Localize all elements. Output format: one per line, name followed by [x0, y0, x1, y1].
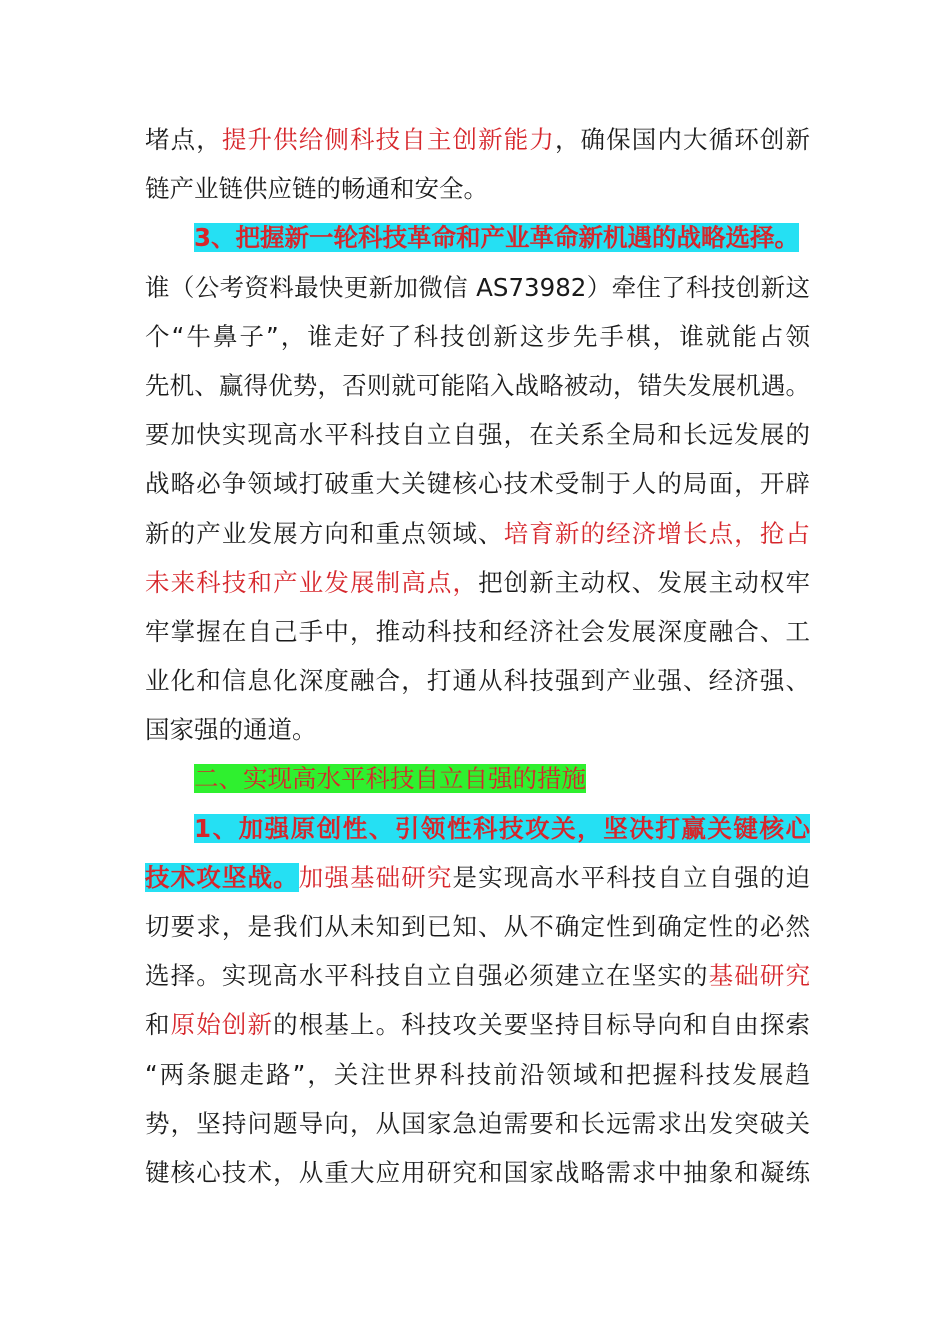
emphasis-text: 提升供给侧科技自主创新能力 — [221, 125, 555, 154]
text-run: 选择。实现高水平科技自立自强必须建立在坚实的 — [145, 961, 709, 991]
text-run: 新的产业发展方向和重点领域、 — [145, 518, 504, 548]
paragraph-line: 业化和信息化深度融合，打通从科技强到产业强、经济强、 — [145, 666, 810, 696]
text-run: ，确保国内大循环创新 — [554, 125, 811, 154]
paragraph-line: “两条腿走路”，关注世界科技前沿领域和把握科技发展趋 — [145, 1059, 810, 1089]
emphasis-text: 基础研究 — [708, 961, 811, 991]
emphasis-text: 原始创新 — [170, 1010, 274, 1040]
paragraph-line — [145, 951, 810, 1000]
document-body — [145, 115, 810, 1197]
section-heading-text: 二、实现高水平科技自立自强的措施 — [194, 764, 586, 794]
text-run: 和 — [145, 1010, 171, 1040]
subheading-3 — [145, 213, 810, 262]
subheading-1-text: 1、加强原创性、引领性科技攻关，坚决打赢关键核心 — [194, 813, 810, 843]
text-run: 的根基上。科技攻关要坚持目标导向和自由探索 — [273, 1010, 811, 1040]
text-run: 是实现高水平科技自立自强的迫 — [452, 862, 811, 892]
paragraph-line — [145, 558, 810, 607]
section-heading — [145, 754, 810, 803]
paragraph-line: 键核心技术，从重大应用研究和国家战略需求中抽象和凝练 — [145, 1157, 810, 1187]
text-run: 把创新主动权、发展主动权牢 — [478, 567, 811, 597]
subheading-1-text: 技术攻坚战。 — [145, 862, 299, 892]
subheading-1 — [145, 804, 810, 853]
paragraph-line: 先机、赢得优势，否则就可能陷入战略被动，错失发展机遇。 — [145, 370, 810, 400]
paragraph-line: 要加快实现高水平科技自立自强，在关系全局和长远发展的 — [145, 420, 810, 450]
emphasis-text: 未来科技和产业发展制高点， — [145, 567, 479, 597]
paragraph-line: 战略必争领域打破重大关键核心技术受制于人的局面，开辟 — [145, 469, 810, 499]
paragraph-line — [145, 509, 810, 558]
subheading-3-text: 3、把握新一轮科技革命和产业革命新机遇的战略选择。 — [194, 223, 800, 253]
text-run: 堵点， — [145, 125, 222, 154]
paragraph-line: 谁（公考资料最快更新加微信 AS73982）牵住了科技创新这 — [145, 272, 810, 302]
paragraph-line: 个“牛鼻子”，谁走好了科技创新这步先手棋，谁就能占领 — [145, 321, 810, 351]
paragraph-line: 牢掌握在自己手中，推动科技和经济社会发展深度融合、工 — [145, 616, 810, 646]
paragraph-line: 势，坚持问题导向，从国家急迫需要和长远需求出发突破关 — [145, 1108, 810, 1138]
paragraph-line: 切要求，是我们从未知到已知、从不确定性到确定性的必然 — [145, 912, 810, 941]
emphasis-text: 加强基础研究 — [298, 862, 453, 892]
paragraph-line — [145, 853, 810, 902]
paragraph-line: 链产业链供应链的畅通和安全。 — [145, 174, 488, 204]
emphasis-text: 培育新的经济增长点，抢占 — [503, 518, 811, 548]
paragraph-line: 国家强的通道。 — [145, 715, 317, 745]
paragraph-line — [145, 115, 810, 164]
paragraph-line — [145, 1000, 810, 1049]
